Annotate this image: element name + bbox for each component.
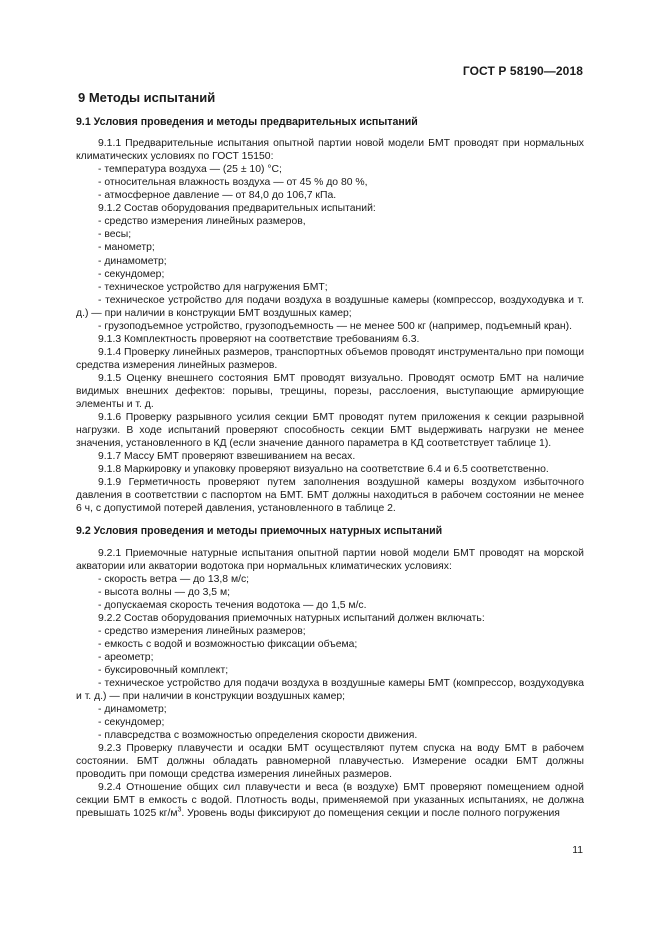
list-item: - секундомер; [98, 717, 165, 729]
page-number: 11 [572, 845, 583, 856]
paragraph-with-superscript [76, 781, 584, 820]
subsection-title-9-2: 9.2 Условия проведения и методы приемочных натурных испытаний [76, 525, 443, 538]
superscript: 3 [177, 806, 182, 814]
list-item: - буксировочный комплект; [98, 664, 229, 676]
paragraph: 9.1.7 Массу БМТ проверяют взвешиванием на весах. [98, 451, 356, 463]
list-item: - температура воздуха — (25 ± 10) °С; [98, 164, 282, 176]
paragraph: 9.1.3 Комплектность проверяют на соответствие требованиям 6.3. [98, 333, 420, 345]
list-item: - относительная влажность воздуха — от 45 % до 80 %, [98, 177, 368, 189]
paragraph: 9.1.8 Маркировку и упаковку проверяют визуально на соответствие 6.4 и 6.5 соответственно. [98, 464, 549, 476]
list-item: - средство измерения линейных размеров; [98, 625, 306, 637]
list-item: - средство измерения линейных размеров, [98, 216, 306, 228]
list-item: - ареометр; [98, 651, 154, 663]
list-item: - высота волны — до 3,5 м; [98, 586, 230, 598]
document-body [76, 91, 584, 820]
paragraph-block-9-1 [76, 137, 584, 515]
list-item: - манометр; [98, 242, 155, 254]
list-item: - весы; [98, 229, 132, 241]
paragraph: 9.1.6 Проверку разрывного усилия секции БМТ проводят путем приложения к секции разрывной нагрузки. В ходе испытаний проверяют способность секции БМТ выдерживать нагрузки не менее значения, установленного в КД (если значение данного параметра в КД соответствует таблице 1). [76, 412, 584, 450]
paragraph: 9.1.2 Состав оборудования предварительных испытаний: [98, 203, 376, 215]
list-item: - атмосферное давление — от 84,0 до 106,7 кПа. [98, 190, 337, 202]
list-item: - грузоподъемное устройство, грузоподъемность — не менее 500 кг (например, подъемный кран). [98, 320, 573, 332]
paragraph: 9.1.1 Предварительные испытания опытной партии новой модели БМТ проводят при нормальных климатических условиях по ГОСТ 15150: [76, 138, 584, 163]
document-header: ГОСТ Р 58190—2018 [462, 64, 583, 78]
subsection-title-9-1: 9.1 Условия проведения и методы предварительных испытаний [76, 116, 418, 129]
section-title: 9 Методы испытаний [78, 90, 216, 105]
list-item: - динамометр; [98, 255, 167, 267]
paragraph: 9.1.9 Герметичность проверяют путем заполнения воздушной камеры воздухом избыточного давления в соответствии с паспортом на БМТ. БМТ должны находиться в рабочем состоянии не менее 6 ч, с допустимой потерей давления, установленного в таблице 2. [76, 477, 584, 515]
paragraph-text: 9.2.4 Отношение общих сил плавучести и веса (в воздухе) БМТ проверяют помещением одной секции БМТ в емкость с водой. Плотность воды, применяемой при указанных испытаниях, не должна превышать 1025 кг/м [76, 782, 584, 820]
paragraph: 9.1.4 Проверку линейных размеров, транспортных объемов проводят инструментально при помощи средства измерения линейных размеров. [76, 346, 584, 371]
list-item: - динамометр; [98, 704, 167, 716]
list-item: - емкость с водой и возможностью фиксации объема; [98, 638, 358, 650]
paragraph-block-9-2 [76, 547, 584, 821]
paragraph: 9.2.2 Состав оборудования приемочных натурных испытаний должен включать: [98, 612, 485, 624]
list-item: - техническое устройство для подачи воздуха в воздушные камеры БМТ (компрессор, воздуходувка и т. д.) — при наличии в конструкции воздушных камер; [76, 677, 584, 703]
paragraph-text: . Уровень воды фиксируют до помещения секции и после полного погружения [181, 808, 560, 820]
list-item: - техническое устройство для нагружения БМТ; [98, 281, 328, 293]
paragraph: 9.2.1 Приемочные натурные испытания опытной партии новой модели БМТ проводят на морской акватории или акватории водотока при нормальных климатических условиях: [76, 547, 584, 572]
list-item: - секундомер; [98, 268, 165, 280]
list-item: - техническое устройство для подачи воздуха в воздушные камеры (компрессор, воздуходувка и т. д.) — при наличии в конструкции БМТ воздушных камер; [76, 294, 584, 319]
paragraph: 9.2.3 Проверку плавучести и осадки БМТ осуществляют путем спуска на воду БМТ в рабочем состоянии. БМТ должны обладать равномерной плавучестью. Измерение осадки БМТ должны проводить при помощи средства измерения линейных размеров. [76, 743, 584, 781]
list-item: - допускаемая скорость течения водотока — до 1,5 м/с. [98, 599, 367, 611]
list-item: - скорость ветра — до 13,8 м/с; [98, 573, 250, 585]
list-item: - плавсредства с возможностью определения скорости движения. [98, 730, 418, 742]
paragraph: 9.1.5 Оценку внешнего состояния БМТ проводят визуально. Проводят осмотр БМТ на наличие видимых внешних дефектов: порывы, трещины, порезы, расслоения, выступающие армирующие элементы и т. д. [76, 372, 584, 411]
